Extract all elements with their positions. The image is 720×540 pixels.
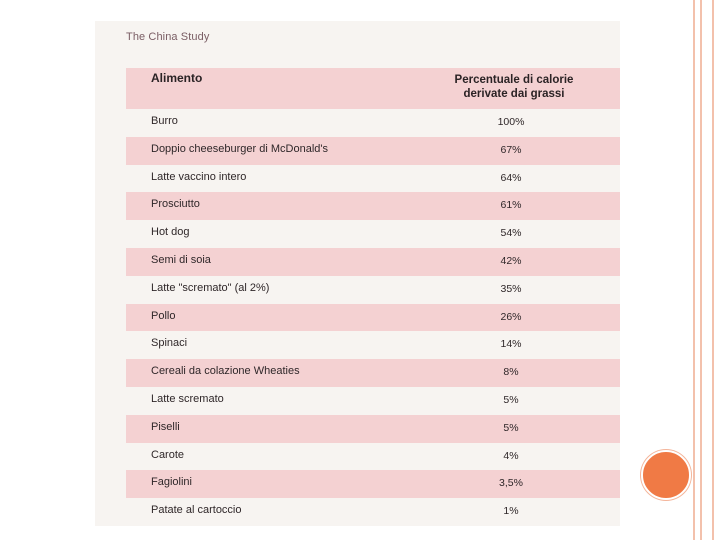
fat-percent: 54% — [500, 227, 522, 240]
table-row — [126, 331, 620, 359]
table-row — [126, 387, 620, 415]
fat-percent: 35% — [500, 282, 522, 295]
decorative-border-line — [712, 0, 714, 540]
food-name: Carote — [151, 448, 185, 461]
decorative-border-line — [693, 0, 695, 540]
food-name: Hot dog — [151, 226, 190, 239]
food-name: Cereali da colazione Wheaties — [151, 365, 300, 378]
food-name: Burro — [151, 115, 178, 127]
food-name: Spinaci — [151, 337, 188, 350]
food-name: Prosciutto — [151, 198, 200, 211]
table-row — [126, 248, 620, 276]
fat-percent: 42% — [500, 254, 522, 267]
fat-percent: 5% — [503, 393, 519, 406]
decorative-border-line — [700, 0, 702, 540]
table-row — [126, 415, 620, 443]
table-row — [126, 498, 620, 526]
food-name: Pollo — [151, 309, 176, 322]
food-name: Latte vaccino intero — [151, 170, 247, 183]
header-percent — [428, 73, 600, 101]
fat-percent: 4% — [503, 449, 519, 462]
table-header — [126, 68, 620, 109]
food-name: Piselli — [151, 420, 180, 433]
fat-percent: 8% — [503, 366, 519, 379]
table-row — [126, 192, 620, 220]
table-row — [126, 165, 620, 193]
fat-percent: 100% — [497, 116, 525, 128]
header-food: Alimento — [151, 71, 203, 85]
food-name: Doppio cheeseburger di McDonald's — [151, 142, 328, 155]
fat-percent: 14% — [500, 338, 522, 351]
food-name: Patate al cartoccio — [151, 504, 242, 517]
table-row — [126, 359, 620, 387]
table-row — [126, 470, 620, 498]
table-row — [126, 443, 620, 471]
table-row — [126, 109, 620, 137]
fat-percent: 64% — [500, 171, 522, 184]
fat-percent: 1% — [503, 505, 519, 518]
food-name: Latte scremato — [151, 392, 224, 405]
fat-percent: 67% — [500, 143, 522, 156]
food-name: Latte "scremato" (al 2%) — [151, 281, 270, 294]
table-row — [126, 137, 620, 165]
fat-percent: 61% — [500, 199, 522, 212]
table-row — [126, 220, 620, 248]
fat-percent: 5% — [503, 421, 519, 434]
accent-circle — [641, 450, 691, 500]
scanned-book-page — [95, 21, 620, 526]
header-percent-line2: derivate dai grassi — [463, 88, 565, 100]
food-name: Semi di soia — [151, 253, 211, 266]
table-row — [126, 276, 620, 304]
food-name: Fagiolini — [151, 476, 192, 489]
fat-percent: 26% — [500, 310, 522, 323]
header-percent-line1: Percentuale di calorie — [454, 74, 574, 86]
fat-percent: 3,5% — [499, 477, 523, 490]
book-title: The China Study — [126, 31, 210, 43]
fat-calories-table — [126, 68, 620, 526]
table-row — [126, 304, 620, 332]
